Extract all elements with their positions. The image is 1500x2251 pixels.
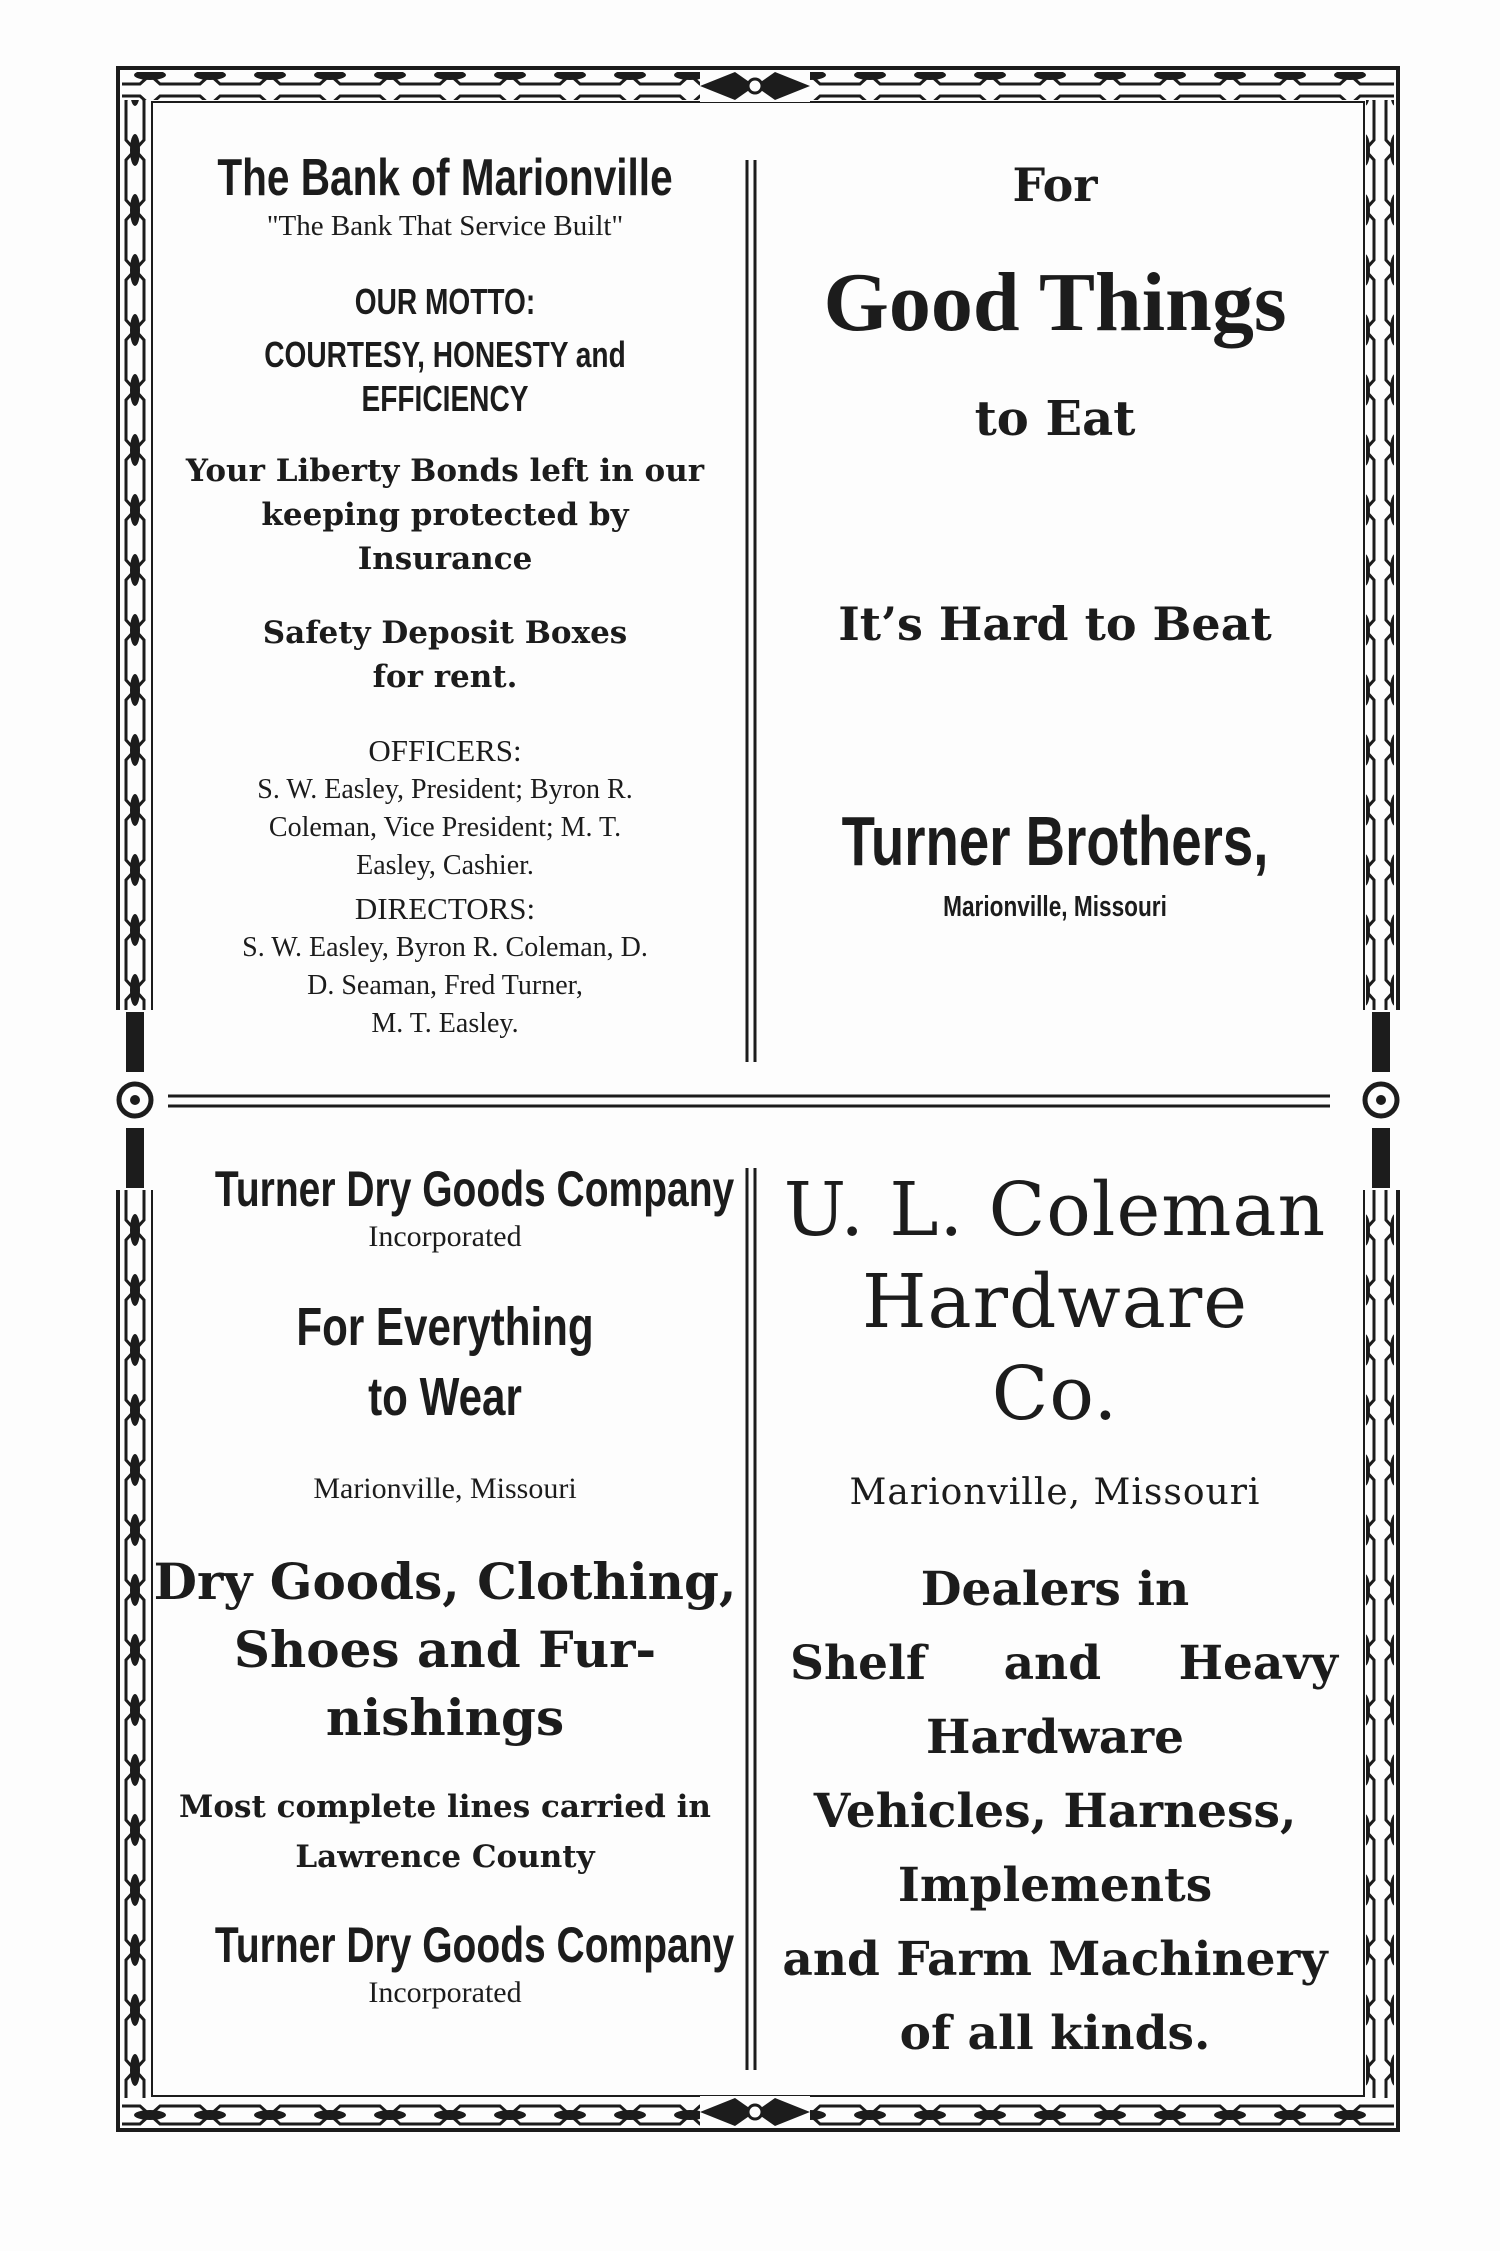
officers-line-3: Easley, Cashier.	[356, 850, 534, 881]
officers-line-1: S. W. Easley, President; Byron R.	[257, 774, 633, 805]
dry-goods-title: Turner Dry Goods Company	[214, 1161, 735, 1217]
hardware-company-name	[770, 1164, 1340, 1440]
goods-line-1: Dry Goods, Clothing,	[153, 1552, 737, 1611]
complete-line-2: Lawrence County	[295, 1839, 595, 1875]
hard-to-beat-text: It’s Hard to Beat	[838, 597, 1272, 651]
incorporated-label: Incorporated	[368, 1220, 522, 1253]
hardware-products	[770, 1553, 1340, 2071]
safety-deposit-notice	[150, 611, 740, 699]
bank-advertisement	[150, 140, 740, 1060]
turner-brothers-location: Marionville, Missouri	[943, 891, 1167, 923]
goods-line-2: Shoes and Fur-	[233, 1620, 657, 1679]
hardware-word: Hardware	[925, 1710, 1185, 1765]
motto-text	[150, 333, 740, 421]
turner-brothers-name: Turner Brothers,	[841, 802, 1269, 880]
vehicles-line: Vehicles, Harness,	[813, 1784, 1297, 1839]
everything-to-wear	[150, 1292, 740, 1432]
shelf-word: Shelf	[790, 1636, 927, 1691]
dry-goods-title-footer: Turner Dry Goods Company	[214, 1917, 735, 1973]
incorporated-label-footer: Incorporated	[368, 1976, 522, 2009]
bonds-line-2: keeping protected by	[261, 497, 629, 533]
directors-line-3: M. T. Easley.	[371, 1008, 519, 1039]
motto-line-2: EFFICIENCY	[361, 378, 529, 419]
hardware-location: Marionville, Missouri	[849, 1472, 1261, 1513]
directors-line-2: D. Seaman, Fred Turner,	[307, 970, 583, 1001]
dealers-in: Dealers in	[920, 1562, 1190, 1617]
officers-heading: OFFICERS:	[368, 733, 522, 768]
shelf-heavy-line	[770, 1627, 1340, 1701]
complete-line-1: Most complete lines carried in	[179, 1789, 711, 1825]
hardware-advertisement	[770, 1150, 1340, 2080]
goods-line-3: nishings	[325, 1688, 565, 1747]
goods-list	[150, 1548, 740, 1752]
dry-goods-advertisement	[150, 1150, 740, 2080]
good-things-heading: Good Things	[823, 256, 1287, 349]
and-word: and	[1003, 1636, 1102, 1691]
to-eat-text: to Eat	[974, 391, 1136, 447]
name-line-1: U. L. Coleman	[783, 1167, 1327, 1253]
motto-heading: OUR MOTTO:	[354, 281, 536, 322]
heavy-word: Heavy	[1178, 1636, 1338, 1691]
everything-line-1: For Everything	[296, 1297, 594, 1357]
officers-list	[150, 771, 740, 885]
name-line-2: Hardware	[861, 1259, 1249, 1345]
implements-line: Implements	[897, 1858, 1213, 1913]
bank-title: The Bank of Marionville	[217, 149, 673, 207]
bank-slogan: "The Bank That Service Built"	[266, 210, 624, 242]
directors-heading: DIRECTORS:	[354, 891, 536, 926]
bonds-line-3: Insurance	[357, 541, 533, 577]
directors-line-1: S. W. Easley, Byron R. Coleman, D.	[242, 932, 648, 963]
bonds-line-1: Your Liberty Bonds left in our	[185, 453, 705, 489]
directors-list	[150, 929, 740, 1043]
complete-lines-notice	[150, 1782, 740, 1882]
name-line-3: Co.	[991, 1351, 1119, 1437]
turner-brothers-advertisement	[770, 140, 1340, 1060]
liberty-bonds-notice	[150, 449, 740, 581]
for-word: For	[1012, 158, 1098, 212]
everything-line-2: to Wear	[368, 1367, 522, 1427]
farm-machinery-line: and Farm Machinery	[782, 1932, 1328, 1987]
dry-goods-location: Marionville, Missouri	[313, 1472, 577, 1505]
safety-line-2: for rent.	[372, 659, 518, 695]
safety-line-1: Safety Deposit Boxes	[262, 615, 628, 651]
officers-line-2: Coleman, Vice President; M. T.	[268, 812, 622, 843]
all-kinds-line: of all kinds.	[899, 2006, 1211, 2061]
motto-line-1: COURTESY, HONESTY and	[264, 334, 626, 375]
